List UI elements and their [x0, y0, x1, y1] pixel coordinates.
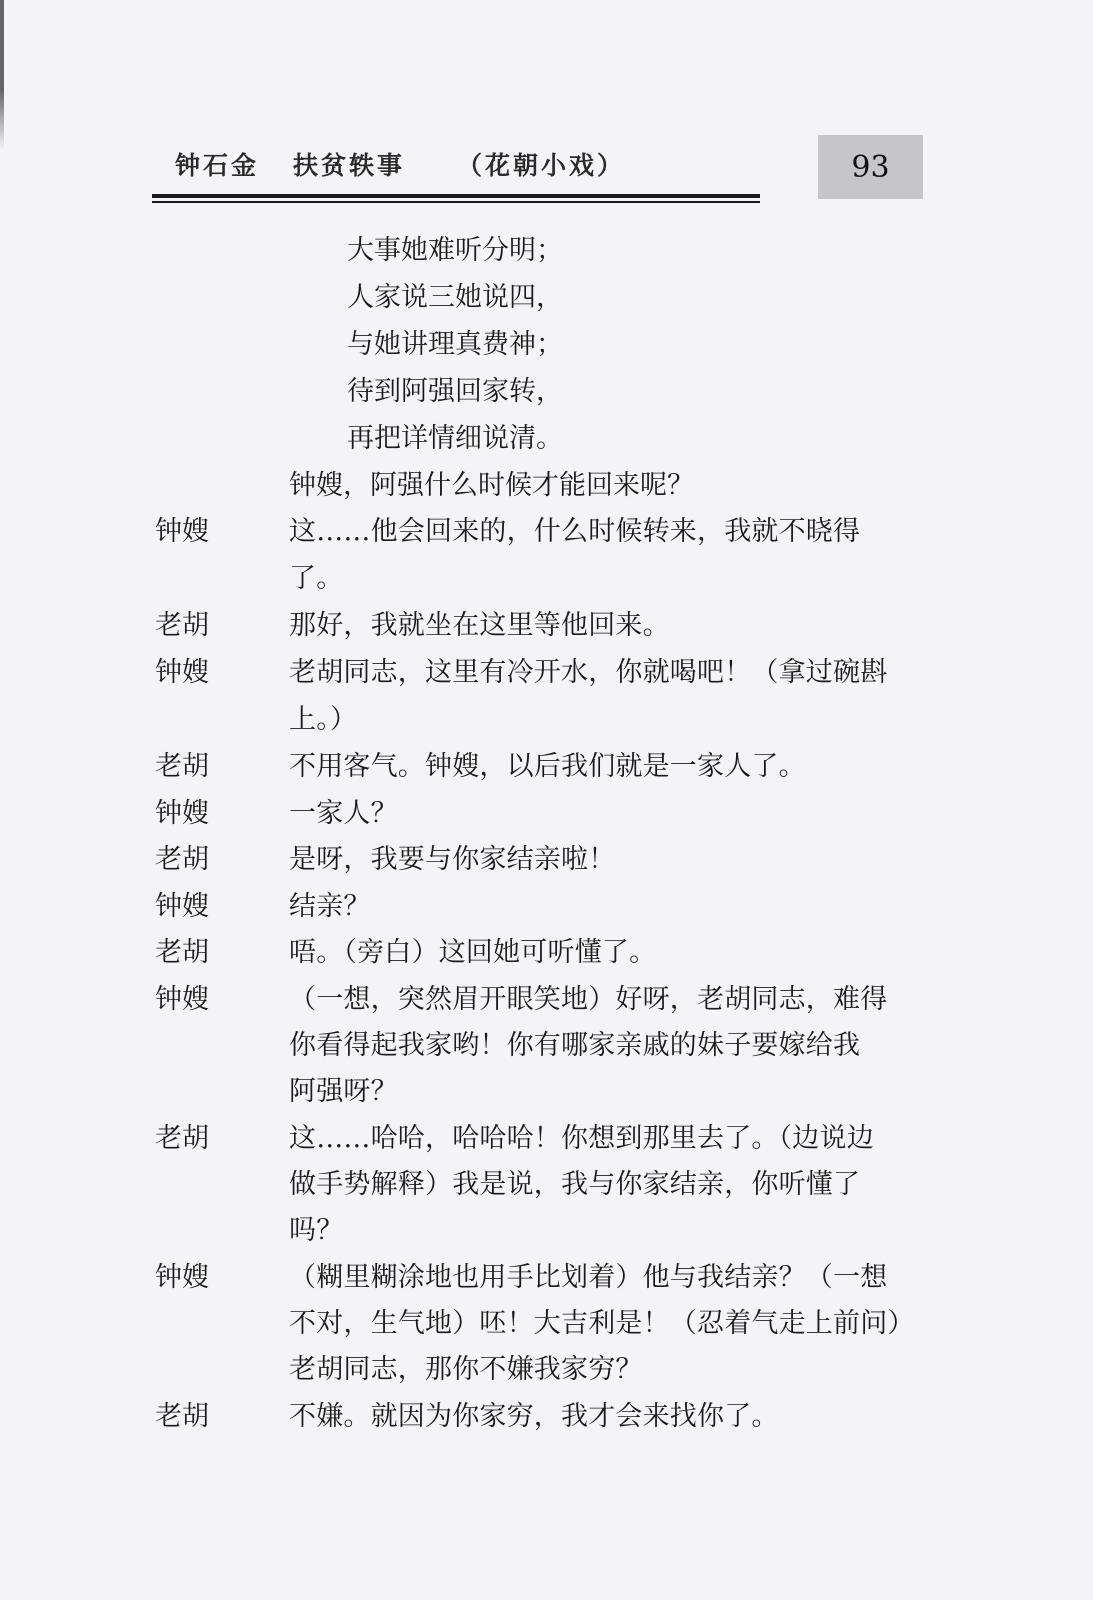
speaker-name: 钟嫂 — [155, 1262, 209, 1293]
speaker-name: 钟嫂 — [155, 984, 209, 1015]
speaker-name: 钟嫂 — [155, 798, 209, 829]
speaker-name: 老胡 — [155, 1123, 209, 1154]
speech-line: 那好，我就坐在这里等他回来。 — [289, 610, 670, 641]
speaker-name: 老胡 — [155, 751, 209, 782]
speech-line: 上。） — [289, 704, 358, 735]
speech-line: 老胡同志，这里有冷开水，你就喝吧！（拿过碗斟 — [289, 657, 888, 688]
page-number: 93 — [851, 149, 890, 185]
header-author: 钟石金 — [175, 151, 260, 180]
running-header — [175, 146, 625, 182]
verse-line: 大事她难听分明； — [347, 235, 563, 266]
page-number-box — [818, 135, 923, 199]
speech-line: （一想，突然眉开眼笑地）好呀，老胡同志，难得 — [289, 984, 888, 1015]
speaker-name: 钟嫂 — [155, 657, 209, 688]
verse-line: 待到阿强回家转， — [347, 376, 563, 407]
speaker-name: 钟嫂 — [155, 891, 209, 922]
speech-line: 不嫌。就因为你家穷，我才会来找你了。 — [289, 1401, 779, 1432]
speaker-name: 老胡 — [155, 844, 209, 875]
speech-line: 做手势解释）我是说，我与你家结亲，你听懂了 — [289, 1169, 861, 1200]
speech-line: 这……哈哈，哈哈哈！你想到那里去了。（边说边 — [289, 1123, 874, 1154]
header-title: 扶贫轶事 — [293, 151, 406, 180]
header-rule-thick — [152, 194, 760, 198]
dialogue-continuation: 钟嫂，阿强什么时候才能回来呢？ — [289, 470, 694, 501]
header-genre: （花朝小戏） — [457, 151, 626, 180]
speaker-name: 老胡 — [155, 610, 209, 641]
speech-line: 这……他会回来的，什么时候转来，我就不晓得 — [289, 516, 861, 547]
verse-line: 与她讲理真费神； — [347, 329, 563, 360]
speech-line: 不用客气。钟嫂，以后我们就是一家人了。 — [289, 751, 806, 782]
speech-line: 了。 — [289, 563, 344, 594]
speech-line: 一家人？ — [289, 798, 398, 829]
speaker-name: 老胡 — [155, 1401, 209, 1432]
speech-line: 阿强呀？ — [289, 1076, 398, 1107]
speaker-name: 老胡 — [155, 937, 209, 968]
speech-line: 老胡同志，那你不嫌我家穷？ — [289, 1354, 643, 1385]
speaker-name: 钟嫂 — [155, 516, 209, 547]
header-rule-thin — [152, 201, 760, 203]
speech-line: 不对，生气地）呸！大吉利是！（忍着气走上前问） — [289, 1308, 915, 1339]
speech-line: 是呀，我要与你家结亲啦！ — [289, 844, 616, 875]
speech-line: 你看得起我家哟！你有哪家亲戚的妹子要嫁给我 — [289, 1030, 861, 1061]
speech-line: （糊里糊涂地也用手比划着）他与我结亲？（一想 — [289, 1262, 888, 1293]
speech-line: 结亲？ — [289, 891, 371, 922]
speech-line: 吗？ — [289, 1215, 344, 1246]
verse-line: 人家说三她说四， — [347, 282, 563, 313]
page-edge-shadow — [0, 0, 4, 150]
speech-line: 唔。（旁白）这回她可听懂了。 — [289, 937, 657, 968]
verse-line: 再把详情细说清。 — [347, 423, 563, 454]
